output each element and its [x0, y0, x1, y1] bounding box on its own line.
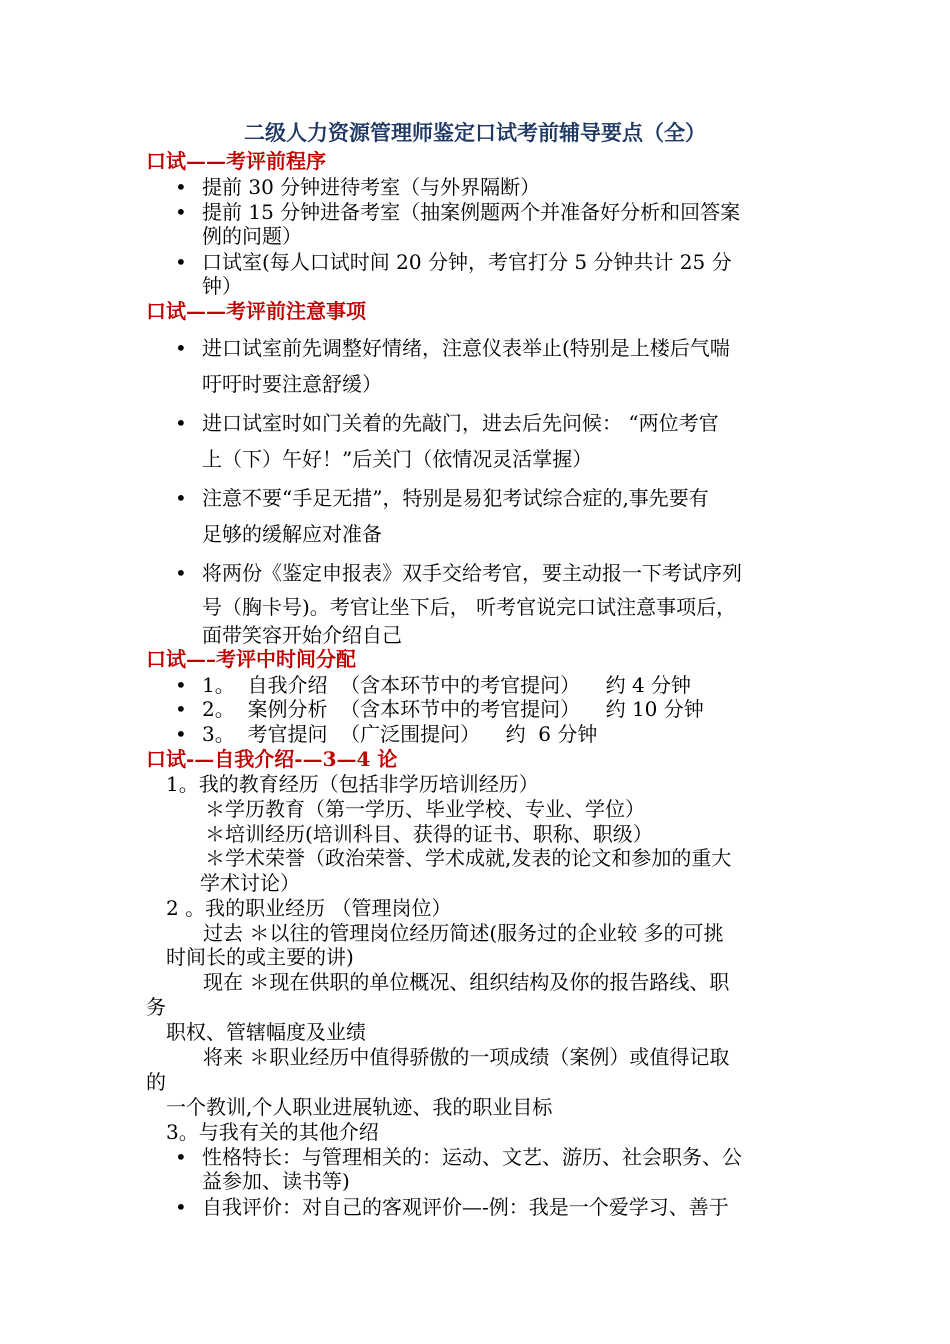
list-item: 注意不要“手足无措”，特别是易犯考试综合症的,事先要有 足够的缓解应对准备 — [202, 486, 709, 546]
paragraph-line: 的 — [146, 1070, 166, 1094]
list-item: 1。 自我介绍 （含本环节中的考官提问） 约 4 分钟 — [202, 673, 692, 697]
bullet-marker: • — [175, 175, 187, 199]
section-heading-self-introduction: 口试-—自我介绍-—3—4 论 — [146, 747, 398, 771]
paragraph-line: 将来 ＊职业经历中值得骄傲的一项成绩（案例）或值得记取 — [203, 1045, 730, 1069]
bullet-marker: • — [175, 561, 187, 585]
bullet-marker: • — [175, 486, 187, 510]
paragraph-line: ＊学术荣誉（政治荣誉、学术成就,发表的论文和参加的重大 — [205, 846, 732, 870]
bullet-marker: • — [175, 200, 187, 224]
list-item: 进口试室前先调整好情绪，注意仪表举止(特别是上楼后气喘 吁吁时要注意舒缓） — [202, 336, 730, 396]
paragraph-line: 2 。我的职业经历 （管理岗位） — [166, 896, 452, 920]
bullet-marker: • — [175, 411, 187, 435]
list-item: 性格特长：与管理相关的：运动、文艺、游历、社会职务、公 益参加、读书等) — [202, 1145, 742, 1193]
paragraph-line: 一个教训,个人职业进展轨迹、我的职业目标 — [166, 1095, 553, 1119]
section-heading-time-allocation: 口试—–考评中时间分配 — [146, 647, 356, 671]
paragraph-line: 务 — [146, 995, 166, 1019]
bullet-marker: • — [175, 1145, 187, 1169]
section-heading-pre-exam-procedure: 口试——考评前程序 — [146, 149, 326, 173]
list-item: 将两份《鉴定申报表》双手交给考官，要主动报一下考试序列 号（胸卡号)。考官让坐下后， 听考官说完口试注意事项后， 面带笑容开始介绍自己 — [202, 561, 742, 647]
paragraph-line: 3。与我有关的其他介绍 — [166, 1120, 379, 1144]
list-item: 进口试室时如门关着的先敲门，进去后先问候： “两位考官 上（下）午好！”后关门（依情况灵活掌握） — [202, 411, 719, 471]
bullet-marker: • — [175, 336, 187, 360]
bullet-marker: • — [175, 722, 187, 746]
paragraph-line: ＊培训经历(培训科目、获得的证书、职称、职级） — [205, 822, 653, 846]
paragraph-line: ＊学历教育（第一学历、毕业学校、专业、学位） — [205, 797, 645, 821]
list-item: 口试室(每人口试时间 20 分钟，考官打分 5 分钟共计 25 分 钟） — [202, 250, 732, 298]
paragraph-line: 职权、管辖幅度及业绩 — [166, 1020, 366, 1044]
paragraph-line: 1。我的教育经历（包括非学历培训经历） — [166, 772, 539, 796]
bullet-marker: • — [175, 1195, 187, 1219]
paragraph-line: 现在 ＊现在供职的单位概况、组织结构及你的报告路线、职 — [203, 970, 730, 994]
list-item: 提前 15 分钟进备考室（抽案例题两个并准备好分析和回答案 例的问题） — [202, 200, 741, 248]
paragraph-line: 时间长的或主要的讲) — [166, 945, 354, 969]
list-item: 3。 考官提问 （广泛围提问） 约 6 分钟 — [202, 722, 598, 746]
list-item: 2。 案例分析 （含本环节中的考官提问） 约 10 分钟 — [202, 697, 704, 721]
paragraph-line: 过去 ＊以往的管理岗位经历简述(服务过的企业较 多的可挑 — [203, 921, 724, 945]
bullet-marker: • — [175, 250, 187, 274]
bullet-marker: • — [175, 697, 187, 721]
list-item: 自我评价：对自己的客观评价—-例：我是一个爱学习、善于 — [202, 1195, 729, 1219]
bullet-marker: • — [175, 673, 187, 697]
section-heading-precautions: 口试——考评前注意事项 — [146, 299, 366, 323]
document-title: 二级人力资源管理师鉴定口试考前辅导要点（全） — [244, 120, 706, 145]
paragraph-line: 学术讨论） — [200, 871, 300, 895]
list-item: 提前 30 分钟进待考室（与外界隔断） — [202, 175, 541, 199]
